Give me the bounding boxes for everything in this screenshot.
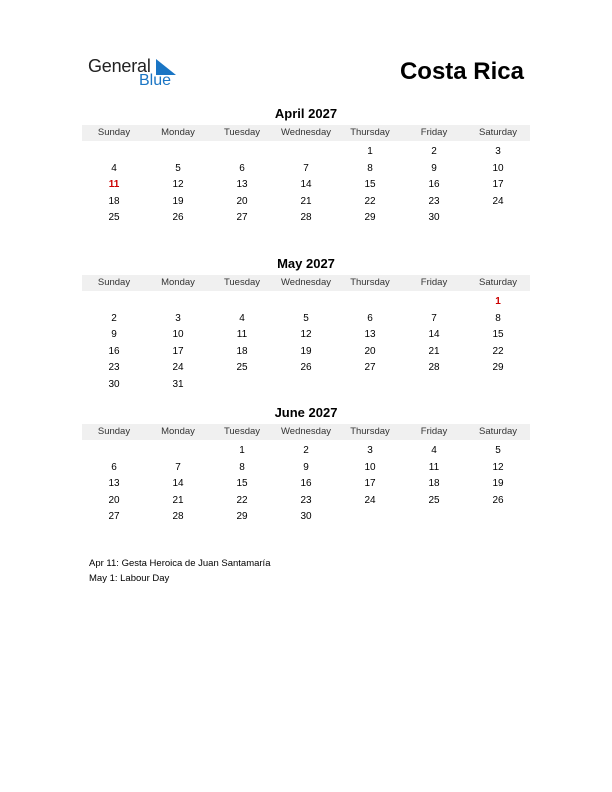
day-cell: 9 bbox=[111, 329, 117, 340]
day-cell: 5 bbox=[175, 162, 181, 174]
holiday-note: Apr 11: Gesta Heroica de Juan Santamaría bbox=[89, 558, 271, 569]
month-title: April 2027 bbox=[274, 106, 338, 121]
day-cell bbox=[146, 443, 210, 460]
day-cell: 1 bbox=[239, 445, 245, 456]
week-row bbox=[82, 194, 530, 211]
day-cell: 5 bbox=[303, 312, 309, 324]
day-cell: 6 bbox=[239, 162, 245, 174]
day-cell bbox=[146, 294, 210, 311]
day-cell: 6 bbox=[111, 461, 117, 473]
day-cell: 27 bbox=[108, 511, 120, 522]
day-cell bbox=[338, 294, 402, 311]
weekday-label: Monday bbox=[161, 127, 195, 138]
day-cell: 9 bbox=[431, 162, 437, 174]
day-cell bbox=[466, 377, 530, 394]
day-cell: 26 bbox=[172, 212, 184, 223]
week-row bbox=[82, 476, 530, 493]
day-cell bbox=[466, 509, 530, 526]
weekday-label: Friday bbox=[420, 426, 448, 437]
weekday-label: Thursday bbox=[350, 277, 390, 288]
week-row bbox=[82, 294, 530, 311]
day-cell: 7 bbox=[431, 312, 437, 324]
day-cell: 23 bbox=[108, 362, 120, 373]
day-cell: 16 bbox=[300, 478, 312, 489]
day-cell: 20 bbox=[236, 195, 248, 207]
day-cell: 18 bbox=[428, 478, 440, 489]
day-cell: 1 bbox=[367, 146, 373, 157]
day-cell: 16 bbox=[428, 179, 440, 190]
weekday-label: Thursday bbox=[350, 426, 390, 437]
day-cell: 24 bbox=[172, 362, 184, 373]
day-cell: 22 bbox=[492, 345, 504, 357]
weekday-label: Wednesday bbox=[281, 426, 331, 437]
holiday-note: May 1: Labour Day bbox=[89, 573, 170, 584]
week-row bbox=[82, 144, 530, 161]
day-cell: 3 bbox=[175, 312, 181, 324]
day-cell: 12 bbox=[492, 461, 504, 473]
day-cell: 8 bbox=[495, 312, 501, 324]
day-cell: 11 bbox=[428, 461, 440, 473]
week-row bbox=[82, 327, 530, 344]
week-row bbox=[82, 161, 530, 178]
day-cell bbox=[338, 377, 402, 394]
month-calendar bbox=[82, 405, 530, 526]
day-cell: 9 bbox=[303, 461, 309, 473]
day-cell bbox=[274, 377, 338, 394]
day-cell: 25 bbox=[428, 494, 440, 506]
day-cell: 20 bbox=[364, 345, 376, 357]
day-cell: 27 bbox=[364, 362, 376, 373]
day-cell: 15 bbox=[492, 329, 504, 340]
weekday-label: Friday bbox=[420, 127, 448, 138]
day-cell: 19 bbox=[492, 478, 504, 489]
weekday-label: Saturday bbox=[478, 277, 518, 288]
weekday-label: Monday bbox=[161, 277, 195, 288]
day-cell: 4 bbox=[239, 312, 245, 324]
day-cell: 2 bbox=[303, 445, 309, 456]
day-cell: 16 bbox=[108, 345, 120, 357]
holiday-day-cell: 1 bbox=[495, 296, 501, 307]
day-cell: 28 bbox=[428, 362, 440, 373]
week-row bbox=[82, 311, 530, 328]
day-cell: 12 bbox=[172, 179, 184, 190]
day-cell: 3 bbox=[367, 445, 373, 456]
day-cell: 13 bbox=[236, 179, 248, 190]
weekday-header-row bbox=[82, 275, 530, 291]
day-cell: 24 bbox=[492, 195, 504, 207]
day-cell: 26 bbox=[492, 494, 504, 506]
logo-blue-text: Blue bbox=[139, 72, 172, 89]
day-cell bbox=[402, 377, 466, 394]
weekday-header-row bbox=[82, 424, 530, 440]
day-cell: 29 bbox=[364, 212, 376, 223]
day-cell: 27 bbox=[236, 212, 248, 223]
day-cell: 18 bbox=[108, 195, 120, 207]
weekday-label: Wednesday bbox=[281, 277, 331, 288]
weekday-label: Monday bbox=[161, 426, 195, 437]
day-cell: 30 bbox=[428, 212, 440, 223]
holiday-notes bbox=[89, 556, 270, 586]
weekday-label: Sunday bbox=[97, 127, 131, 138]
day-cell: 29 bbox=[492, 362, 504, 373]
day-cell: 30 bbox=[108, 378, 120, 390]
day-cell: 6 bbox=[367, 312, 373, 324]
day-cell: 23 bbox=[428, 195, 440, 207]
day-cell bbox=[82, 443, 146, 460]
week-row bbox=[82, 177, 530, 194]
day-cell bbox=[82, 294, 146, 311]
day-cell: 14 bbox=[172, 478, 184, 489]
week-row bbox=[82, 443, 530, 460]
day-cell bbox=[210, 144, 274, 161]
day-cell: 8 bbox=[367, 162, 373, 174]
logo-general-text: General bbox=[88, 56, 151, 76]
day-cell: 15 bbox=[364, 179, 376, 190]
day-cell bbox=[210, 294, 274, 311]
day-cell: 17 bbox=[492, 179, 504, 190]
day-cell: 22 bbox=[236, 494, 248, 506]
day-cell: 14 bbox=[300, 179, 312, 190]
day-cell: 26 bbox=[300, 362, 312, 373]
day-cell bbox=[402, 294, 466, 311]
day-cell: 15 bbox=[236, 478, 248, 489]
day-cell: 7 bbox=[303, 162, 309, 174]
day-cell: 2 bbox=[111, 312, 117, 324]
day-cell: 4 bbox=[431, 445, 437, 456]
weekday-label: Wednesday bbox=[281, 127, 331, 138]
week-row bbox=[82, 360, 530, 377]
day-cell: 10 bbox=[172, 329, 184, 340]
week-row bbox=[82, 344, 530, 361]
day-cell: 21 bbox=[300, 195, 312, 207]
day-cell: 19 bbox=[172, 195, 184, 207]
day-cell: 28 bbox=[300, 212, 312, 223]
country-title: Costa Rica bbox=[399, 58, 524, 85]
day-cell: 10 bbox=[364, 461, 376, 473]
weekday-header-row bbox=[82, 125, 530, 141]
day-cell: 31 bbox=[172, 378, 184, 390]
day-cell: 24 bbox=[364, 494, 376, 506]
month-title: May 2027 bbox=[277, 256, 335, 271]
day-cell bbox=[274, 144, 338, 161]
day-cell: 13 bbox=[364, 329, 376, 340]
day-cell: 4 bbox=[111, 162, 117, 174]
weekday-label: Sunday bbox=[97, 277, 131, 288]
weekday-label: Saturday bbox=[478, 127, 518, 138]
day-cell bbox=[210, 377, 274, 394]
day-cell: 11 bbox=[236, 329, 248, 340]
week-row bbox=[82, 493, 530, 510]
day-cell bbox=[338, 509, 402, 526]
day-cell: 18 bbox=[236, 345, 248, 357]
day-cell: 3 bbox=[495, 146, 501, 157]
day-cell: 23 bbox=[300, 494, 312, 506]
week-row bbox=[82, 210, 530, 227]
week-row bbox=[82, 460, 530, 477]
day-cell bbox=[274, 294, 338, 311]
day-cell: 21 bbox=[172, 494, 184, 506]
day-cell: 14 bbox=[428, 329, 440, 340]
weekday-label: Tuesday bbox=[223, 426, 261, 437]
day-cell: 17 bbox=[364, 478, 376, 489]
day-cell: 12 bbox=[300, 329, 312, 340]
day-cell: 21 bbox=[428, 345, 440, 357]
holiday-day-cell: 11 bbox=[108, 179, 120, 190]
day-cell: 30 bbox=[300, 511, 312, 522]
month-title: June 2027 bbox=[274, 405, 338, 420]
generalblue-logo bbox=[88, 56, 198, 96]
month-calendar bbox=[82, 106, 530, 227]
weekday-label: Sunday bbox=[97, 426, 131, 437]
day-cell: 25 bbox=[108, 212, 120, 223]
weekday-label: Tuesday bbox=[223, 277, 261, 288]
weekday-label: Friday bbox=[420, 277, 448, 288]
day-cell: 19 bbox=[300, 345, 312, 357]
day-cell: 2 bbox=[431, 146, 437, 157]
week-row bbox=[82, 377, 530, 394]
day-cell bbox=[466, 210, 530, 227]
day-cell: 7 bbox=[175, 461, 181, 473]
day-cell: 20 bbox=[108, 494, 120, 506]
day-cell: 22 bbox=[364, 195, 376, 207]
day-cell bbox=[82, 144, 146, 161]
day-cell bbox=[146, 144, 210, 161]
day-cell: 17 bbox=[172, 345, 184, 357]
month-calendar bbox=[82, 256, 530, 393]
weekday-label: Saturday bbox=[478, 426, 518, 437]
day-cell: 25 bbox=[236, 362, 248, 373]
weekday-label: Tuesday bbox=[223, 127, 261, 138]
day-cell: 5 bbox=[495, 445, 501, 456]
day-cell: 13 bbox=[108, 478, 120, 489]
day-cell: 10 bbox=[492, 162, 504, 174]
day-cell bbox=[402, 509, 466, 526]
day-cell: 28 bbox=[172, 511, 184, 522]
day-cell: 29 bbox=[236, 511, 248, 522]
weekday-label: Thursday bbox=[350, 127, 390, 138]
day-cell: 8 bbox=[239, 461, 245, 473]
week-row bbox=[82, 509, 530, 526]
